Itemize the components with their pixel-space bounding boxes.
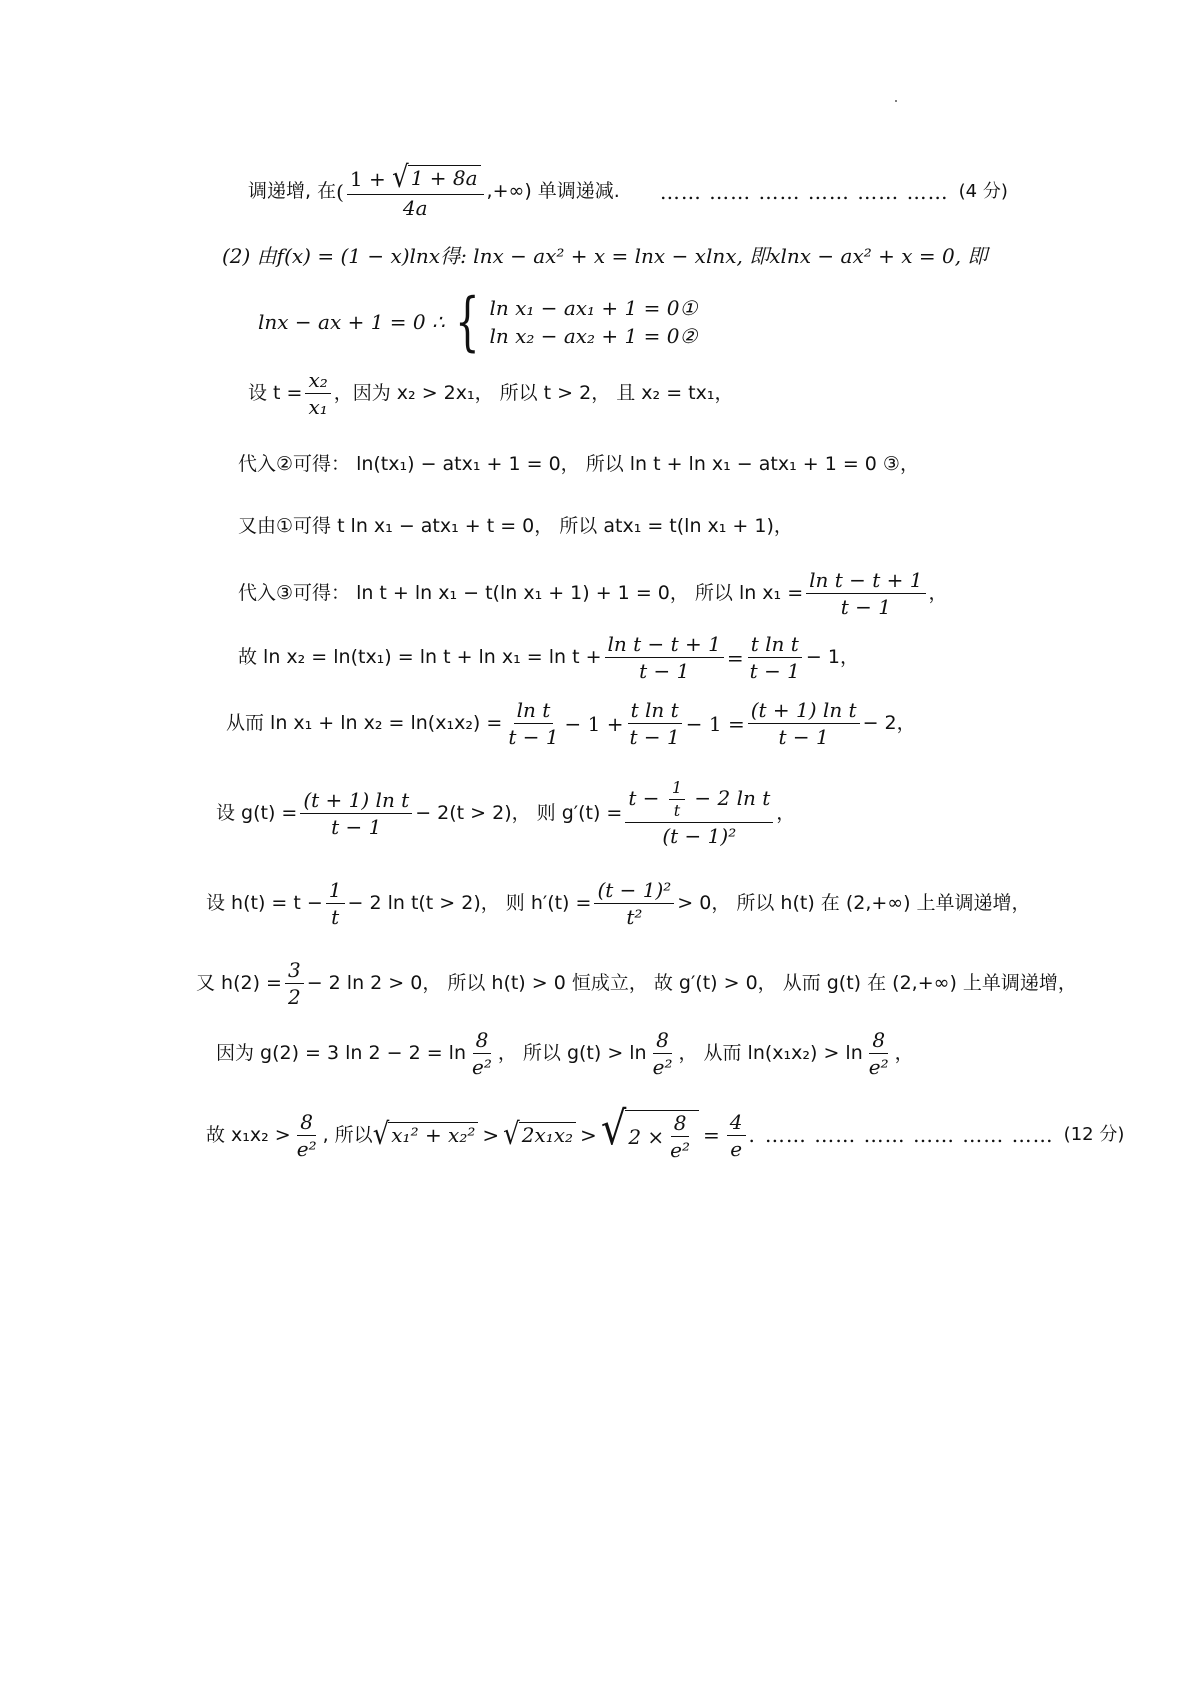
line-g2 (216, 1030, 914, 1077)
brace-symbol: { (454, 285, 480, 359)
denominator: t − 1 (508, 725, 559, 749)
text-sum-ln: 从而 ln x₁ + ln x₂ = ln(x₁x₂) = (226, 712, 503, 734)
period: . (748, 1123, 755, 1147)
line-define-g (216, 780, 795, 846)
gt-2: > (580, 1123, 597, 1147)
text-set-t: 设 t = (248, 382, 303, 404)
denominator: e (730, 1136, 743, 1161)
text-h-derivative: − 2 ln t(t > 2)， 则 h′(t) = (347, 892, 592, 914)
fraction-numerator (347, 160, 484, 196)
text-decreasing: ,+∞) 单调递减. (486, 180, 620, 202)
text-define-h: 设 h(t) = t − (206, 892, 323, 914)
numerator: 8 (869, 1030, 888, 1054)
denominator: t − 1 (749, 659, 800, 683)
fraction-8-over-e2-e (667, 1113, 693, 1160)
text-ln-x1x2: ， 从而 ln(x₁x₂) > ln (678, 1042, 863, 1064)
text-substitute-2: 代入②可得： ln(tx₁) − atx₁ + 1 = 0， 所以 ln t + ln x₁ − atx₁ + 1 = 0 ③， (238, 453, 919, 475)
denominator: e² (296, 1136, 317, 1161)
text-h-increasing: > 0， 所以 h(t) 在 (2,+∞) 上单调递增， (677, 892, 1031, 914)
denominator: t − 1 (840, 595, 891, 619)
one-plus: 1 + (349, 167, 386, 191)
denominator: t − 1 (639, 659, 690, 683)
denominator: t − 1 (629, 725, 680, 749)
line-sum-ln (226, 700, 916, 747)
text-comma: ， (928, 582, 948, 604)
sqrt-1-plus-8a: √ 1 + 8a (392, 165, 480, 191)
denominator: 2 (287, 985, 301, 1009)
numerator: (t − 1)² (594, 880, 674, 904)
text-increasing-in: 调递增, 在 (248, 180, 337, 202)
open-paren: ( (336, 179, 344, 204)
fraction-8-over-e2-a (469, 1030, 495, 1077)
numerator: ln t − t + 1 (605, 634, 724, 658)
numerator: (t + 1) ln t (300, 790, 412, 814)
denominator: t (331, 905, 340, 929)
text-g-increasing: − 2 ln 2 > 0， 所以 h(t) > 0 恒成立， 故 g′(t) > 0， 从而 g(t) 在 (2,+∞) 上单调递增， (306, 972, 1077, 994)
fraction-tlnt (747, 634, 803, 681)
line-lnx2 (238, 634, 859, 681)
fraction-x2-over-x1 (305, 370, 330, 417)
minus-2lnt: − 2 ln t (694, 786, 771, 810)
line-monotonic-interval (248, 160, 1008, 220)
numerator: 8 (653, 1030, 672, 1054)
denominator: e² (868, 1055, 889, 1079)
text-because: ，因为 x₂ > 2x₁， 所以 t > 2， 且 x₂ = tx₁， (333, 382, 734, 404)
text-minus-one: − 1， (805, 646, 859, 668)
t-minus: t − (628, 786, 666, 810)
two-times: 2 × (628, 1124, 665, 1149)
line-substitute-3 (238, 570, 948, 617)
denominator: t² (626, 905, 643, 929)
denominator-gprime: (t − 1)² (662, 824, 737, 848)
text-substitute-3: 代入③可得： ln t + ln x₁ − t(ln x₁ + 1) + 1 = 0， 所以 ln x₁ = (238, 582, 804, 604)
line-set-t (248, 370, 733, 417)
fraction-denominator: 4a (402, 196, 428, 220)
score-4: (4 分) (958, 180, 1008, 202)
numerator: (t + 1) ln t (748, 700, 860, 724)
numerator: 8 (297, 1112, 316, 1136)
fraction-4-over-e (727, 1109, 746, 1161)
text-minus-one-plus: − 1 + (564, 711, 624, 736)
line-conclusion (206, 1102, 1125, 1162)
equals: = (703, 1123, 720, 1147)
text-x1x2-gt: 故 x₁x₂ > (206, 1123, 291, 1146)
fraction-lnt (505, 700, 561, 747)
fraction-8-over-e2-b (650, 1030, 676, 1077)
numerator: 8 (473, 1030, 492, 1054)
score-12: (12 分) (1063, 1124, 1125, 1145)
stray-dot-mark (895, 100, 897, 102)
fraction-critical-point (347, 160, 484, 220)
text-g-derivative: − 2(t > 2)， 则 g′(t) = (415, 801, 623, 824)
equation-system (489, 298, 697, 346)
numerator: ln t (514, 700, 554, 724)
fraction-8-over-e2-c (866, 1030, 892, 1077)
line-define-h (206, 880, 1031, 927)
numerator-gprime (625, 780, 773, 823)
sqrt-2x1x2: √ 2x₁x₂ (503, 1122, 576, 1148)
text-so: , 所以 (322, 1123, 373, 1146)
denominator: e² (652, 1055, 673, 1079)
line-part2-start (222, 246, 987, 266)
line-from-1 (238, 517, 793, 536)
numerator: ln t − t + 1 (806, 570, 925, 594)
fraction-1-over-t-h (326, 880, 345, 927)
numerator: 3 (285, 960, 304, 984)
line-substitute-2 (238, 455, 919, 474)
denominator: e² (670, 1138, 691, 1162)
text-equals: = (726, 645, 744, 670)
leader-dots: …… …… …… …… …… …… (659, 179, 949, 204)
numerator: 1 (326, 880, 345, 904)
text-g2: 因为 g(2) = 3 ln 2 − 2 = ln (216, 1042, 466, 1064)
numerator: t ln t (748, 634, 802, 658)
text-define-g: 设 g(t) = (216, 801, 298, 824)
fraction-3-over-2 (285, 960, 304, 1007)
fraction-8-over-e2-d (294, 1109, 320, 1161)
denominator-x1: x₁ (308, 395, 328, 419)
text-h2: 又 h(2) = (196, 972, 282, 994)
gt-1: > (482, 1123, 500, 1147)
line-h2 (196, 960, 1077, 1007)
fraction-1-over-t (669, 780, 685, 819)
text-part2-equation: (2) 由f(x) = (1 − x)lnx得: lnx − ax² + x = lnx − xlnx, 即xlnx − ax² + x = 0, 即 (222, 244, 988, 268)
text-lnx-eq: lnx − ax + 1 = 0 ∴ (258, 310, 445, 334)
text-gt-gt: ， 所以 g(t) > ln (497, 1042, 647, 1064)
sqrt-2x8-over-e2: √ 2 × $\frac{8}{\text{e²}}$ (601, 1110, 699, 1160)
numerator: 8 (671, 1113, 690, 1137)
text-comma: ， (776, 801, 796, 824)
fraction-tlnt-b (627, 700, 683, 747)
leader-dots: …… …… …… …… …… …… (764, 1123, 1054, 1147)
fraction-t1lnt (748, 700, 860, 747)
equation-1: ln x₁ − ax₁ + 1 = 0① (489, 296, 698, 320)
fraction-hprime (594, 880, 674, 927)
numerator-one: 1 (669, 780, 685, 800)
denominator-t: t (673, 801, 681, 820)
equation-2: ln x₂ − ax₂ + 1 = 0② (489, 324, 698, 348)
text-comma: ， (894, 1042, 914, 1064)
sqrt-sum-squares: √ x₁² + x₂² (373, 1122, 479, 1148)
text-minus-two: − 2， (862, 712, 916, 734)
text-lnx2: 故 ln x₂ = ln(tx₁) = ln t + ln x₁ = ln t + (238, 646, 602, 668)
fraction-lnx1 (806, 570, 925, 617)
fraction-lnx1-b (605, 634, 724, 681)
denominator: e² (472, 1055, 492, 1079)
numerator: t ln t (628, 700, 682, 724)
text-from-1: 又由①可得 t ln x₁ − atx₁ + t = 0， 所以 atx₁ = t(ln x₁ + 1)， (238, 515, 793, 537)
line-system (258, 285, 698, 359)
fraction-gprime (625, 780, 773, 846)
denominator: t − 1 (778, 725, 829, 749)
fraction-g (300, 787, 412, 839)
numerator-x2: x₂ (305, 370, 330, 394)
denominator: t − 1 (331, 814, 382, 839)
text-minus-one-eq: − 1 = (685, 711, 745, 736)
numerator: 4 (727, 1112, 746, 1136)
